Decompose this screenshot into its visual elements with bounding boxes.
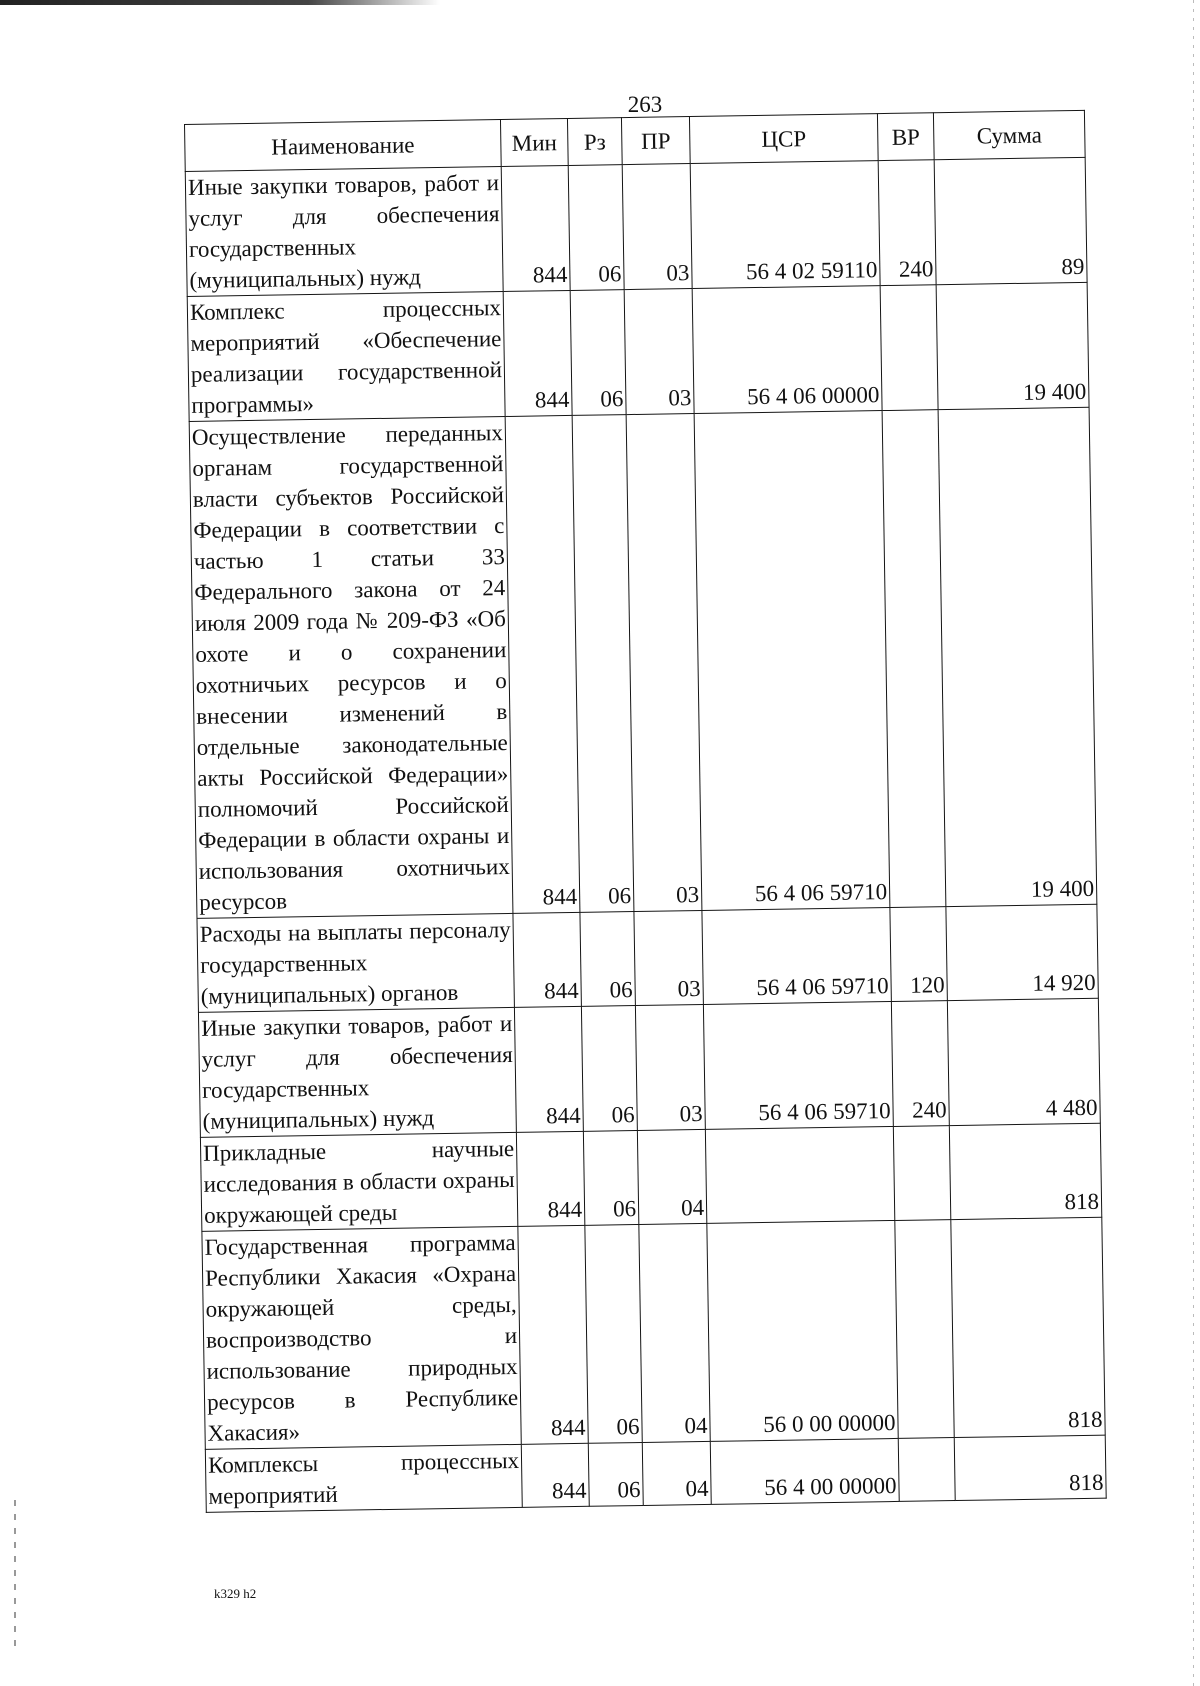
- row-pr: 03: [635, 1004, 705, 1130]
- row-sum: 818: [954, 1435, 1106, 1500]
- row-sum: 818: [949, 1123, 1101, 1219]
- row-rz: 06: [570, 290, 626, 416]
- row-sum: 818: [951, 1217, 1105, 1437]
- row-pr: 04: [637, 1129, 706, 1224]
- header-sum: Сумма: [933, 110, 1085, 159]
- row-sum: 4 480: [947, 998, 1100, 1125]
- row-pr: 03: [624, 289, 694, 415]
- row-csr: 56 4 06 59710: [694, 411, 890, 911]
- row-csr: 56 4 06 59710: [703, 1001, 893, 1129]
- row-pr: 03: [626, 414, 702, 912]
- page-number: 263: [627, 92, 663, 117]
- row-name: Комплекс процессных мероприятий «Обеспечение реализации государственной программы»: [187, 292, 505, 422]
- row-rz: 06: [581, 1006, 637, 1132]
- scan-edge-mark: [0, 0, 440, 5]
- row-rz: 06: [568, 165, 624, 291]
- row-pr: 04: [639, 1223, 710, 1442]
- row-min: 844: [518, 1225, 588, 1444]
- row-csr: 56 4 06 00000: [692, 286, 882, 414]
- scan-edge-mark: [1193, 0, 1194, 1686]
- row-name: Комплексы процессных мероприятий: [205, 1444, 522, 1512]
- row-min: 844: [516, 1131, 584, 1226]
- row-min: 844: [514, 1006, 583, 1132]
- table-row: [200, 1123, 1101, 1231]
- row-min: 844: [503, 290, 572, 416]
- row-vr: [895, 1220, 954, 1439]
- table-row: [187, 282, 1089, 421]
- footer-code: k329 h2: [214, 1586, 257, 1601]
- table-row: [197, 904, 1098, 1012]
- header-pr: ПР: [621, 117, 690, 165]
- row-csr: [705, 1126, 894, 1223]
- row-name: Прикладные научные исследования в области охраны окружающей среды: [200, 1132, 517, 1231]
- header-csr: ЦСР: [689, 114, 878, 164]
- row-name: Осуществление переданных органам государственной власти субъектов Российской Федерации в соответствии с частью 1 статьи 33 Федерального закона от 24 июля 2009 года № 209-ФЗ «Об охоте и о сохранении охотничьих ресурсов и о внесении изменений в отдельные законодательные акты Российской Федерации» полномочий Российской Федерации в области охраны и использования охотничьих ресурсов: [189, 416, 513, 918]
- table-row: [198, 998, 1100, 1137]
- row-pr: 04: [642, 1441, 711, 1505]
- row-vr: [898, 1438, 955, 1502]
- row-vr: 240: [891, 1001, 949, 1127]
- header-rz: Рз: [567, 118, 622, 166]
- row-vr: 240: [878, 160, 936, 286]
- row-name: Иные закупки товаров, работ и услуг для обеспечения государственных (муниципальных) нужд: [185, 167, 503, 297]
- row-pr: 03: [622, 164, 692, 290]
- row-min: 844: [521, 1443, 589, 1507]
- table-row: [202, 1217, 1105, 1449]
- header-min: Мин: [500, 118, 568, 166]
- row-rz: 06: [585, 1224, 642, 1443]
- row-csr: 56 0 00 00000: [707, 1220, 898, 1441]
- table-row: [185, 157, 1087, 296]
- row-name: Государственная программа Республики Хакасия «Охрана окружающей среды, воспроизводство и использование природных ресурсов в Республике Хакасия»: [202, 1226, 521, 1449]
- row-min: 844: [505, 415, 580, 913]
- budget-table: [184, 110, 1107, 1513]
- table-row: [205, 1435, 1106, 1512]
- row-name: Расходы на выплаты персоналу государственных (муниципальных) органов: [197, 913, 514, 1012]
- header-vr: ВР: [877, 113, 934, 161]
- row-sum: 14 920: [946, 904, 1098, 1000]
- row-csr: 56 4 00 00000: [710, 1438, 899, 1504]
- row-sum: 19 400: [936, 282, 1089, 409]
- row-sum: 89: [934, 157, 1087, 284]
- row-vr: 120: [890, 907, 947, 1002]
- row-vr: [880, 285, 938, 411]
- row-sum: 19 400: [938, 407, 1097, 906]
- scan-edge-mark: [14, 1500, 16, 1650]
- row-csr: 56 4 02 59110: [690, 161, 880, 289]
- row-pr: 03: [634, 910, 703, 1005]
- header-name: Наименование: [185, 120, 502, 172]
- row-name: Иные закупки товаров, работ и услуг для обеспечения государственных (муниципальных) нужд: [198, 1007, 516, 1137]
- row-vr: [882, 410, 946, 908]
- row-rz: 06: [572, 415, 634, 913]
- row-min: 844: [501, 165, 570, 291]
- row-min: 844: [513, 912, 581, 1007]
- row-vr: [893, 1126, 950, 1221]
- row-rz: 06: [583, 1131, 638, 1226]
- row-rz: 06: [588, 1442, 643, 1506]
- table-row: [189, 407, 1097, 918]
- row-csr: 56 4 06 59710: [702, 908, 891, 1005]
- row-rz: 06: [580, 912, 635, 1007]
